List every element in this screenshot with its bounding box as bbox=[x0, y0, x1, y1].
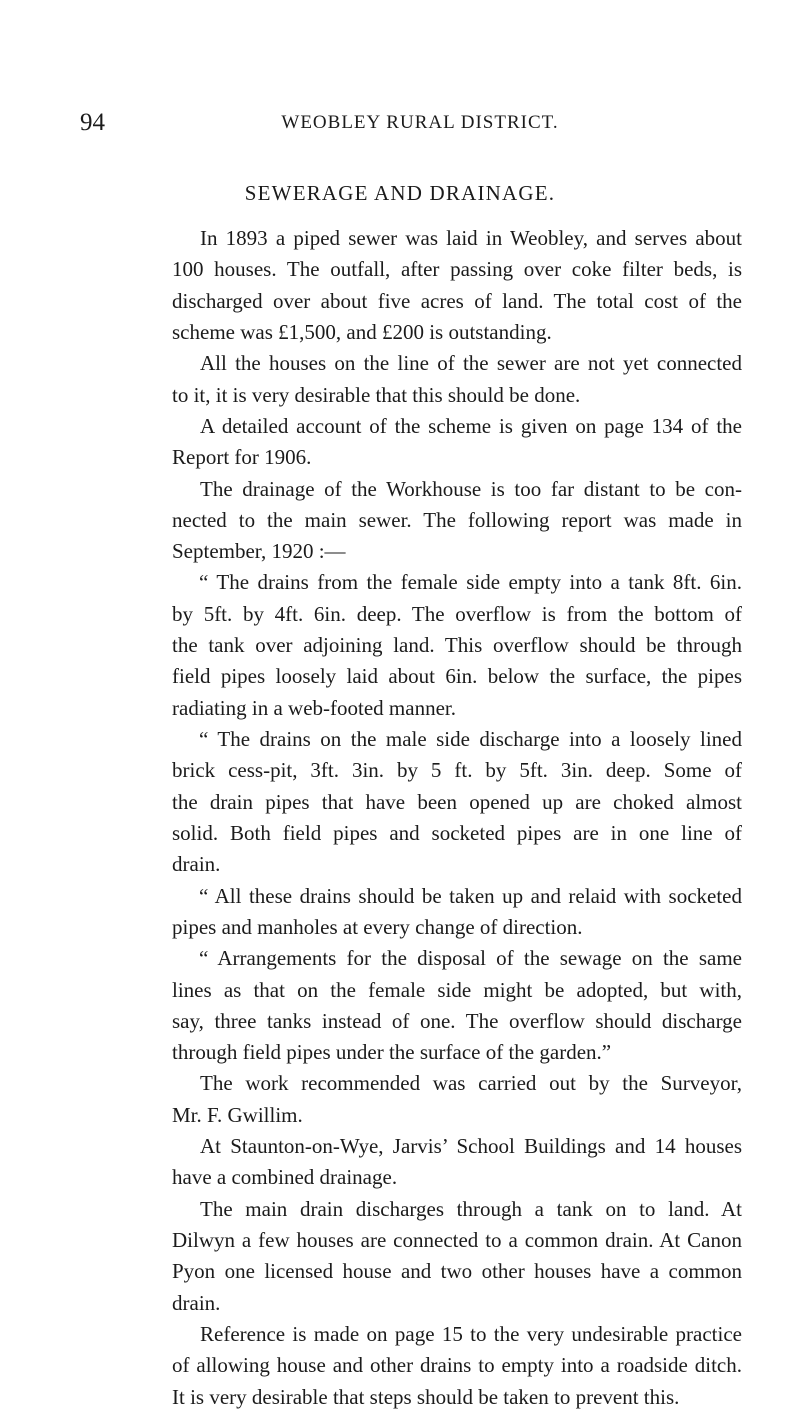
text-line: lines as that on the female side might be adopted, but with, bbox=[172, 977, 742, 1002]
text-line: The work recommended was carried out by the Surveyor, bbox=[200, 1071, 742, 1096]
text-line: drain. bbox=[172, 1290, 221, 1315]
text-line: drain. bbox=[172, 852, 221, 877]
page-number: 94 bbox=[80, 109, 105, 136]
text-line: The drainage of the Workhouse is too far distant to be con- bbox=[200, 476, 742, 501]
text-line: Reference is made on page 15 to the very undesirable practice bbox=[200, 1321, 742, 1346]
text-line: “ The drains on the male side discharge into a loosely lined bbox=[199, 727, 742, 751]
text-line: solid. Both field pipes and socketed pipes are in one line of bbox=[172, 820, 742, 845]
text-line: discharged over about five acres of land. The total cost of the bbox=[172, 288, 742, 313]
running-head bbox=[80, 106, 760, 140]
text-line: Mr. F. Gwillim. bbox=[172, 1102, 303, 1127]
text-line: “ Arrangements for the disposal of the sewage on the same bbox=[199, 946, 742, 971]
text-line: the drain pipes that have been opened up are choked almost bbox=[172, 789, 742, 814]
text-line: the tank over adjoining land. This overflow should be through bbox=[172, 633, 742, 658]
text-line: “ The drains from the female side empty into a tank 8ft. 6in. bbox=[199, 570, 742, 595]
text-line: nected to the main sewer. The following report was made in bbox=[172, 507, 742, 532]
text-line: 100 houses. The outfall, after passing over coke filter beds, is bbox=[172, 257, 742, 282]
text-line: All the houses on the line of the sewer are not yet connected bbox=[200, 351, 742, 376]
text-line: scheme was £1,500, and £200 is outstanding. bbox=[172, 319, 552, 344]
text-line: At Staunton-on-Wye, Jarvis’ School Buildings and 14 houses bbox=[200, 1134, 742, 1159]
text-line: “ All these drains should be taken up and relaid with socketed bbox=[199, 883, 742, 908]
body-text bbox=[172, 223, 742, 1413]
text-line: of allowing house and other drains to empty into a roadside ditch. bbox=[172, 1353, 742, 1378]
section-heading: SEWERAGE AND DRAINAGE. bbox=[244, 181, 556, 205]
text-line: through field pipes under the surface of the garden.” bbox=[172, 1040, 612, 1065]
text-line: Report for 1906. bbox=[172, 445, 312, 470]
text-line: radiating in a web-footed manner. bbox=[172, 695, 456, 720]
text-line: The main drain discharges through a tank on to land. At bbox=[200, 1196, 742, 1221]
text-line: brick cess-pit, 3ft. 3in. by 5 ft. by 5ft. 3in. deep. Some of bbox=[172, 758, 742, 783]
running-title: WEOBLEY RURAL DISTRICT. bbox=[281, 112, 559, 133]
text-line: have a combined drainage. bbox=[172, 1165, 398, 1190]
text-line: Pyon one licensed house and two other houses have a common bbox=[172, 1259, 742, 1284]
text-line: say, three tanks instead of one. The overflow should discharge bbox=[172, 1008, 742, 1033]
text-line: It is very desirable that steps should be taken to prevent this. bbox=[172, 1384, 680, 1409]
text-line: to it, it is very desirable that this should be done. bbox=[172, 382, 581, 407]
text-line: A detailed account of the scheme is given on page 134 of the bbox=[200, 413, 742, 438]
text-line: by 5ft. by 4ft. 6in. deep. The overflow is from the bottom of bbox=[172, 601, 742, 626]
text-line: field pipes loosely laid about 6in. below the surface, the pipes bbox=[172, 664, 742, 689]
text-line: Dilwyn a few houses are connected to a common drain. At Canon bbox=[172, 1228, 742, 1252]
text-line: September, 1920 :— bbox=[172, 539, 346, 564]
text-line: pipes and manholes at every change of direction. bbox=[172, 914, 583, 939]
text-line: In 1893 a piped sewer was laid in Weobley, and serves about bbox=[200, 226, 742, 250]
